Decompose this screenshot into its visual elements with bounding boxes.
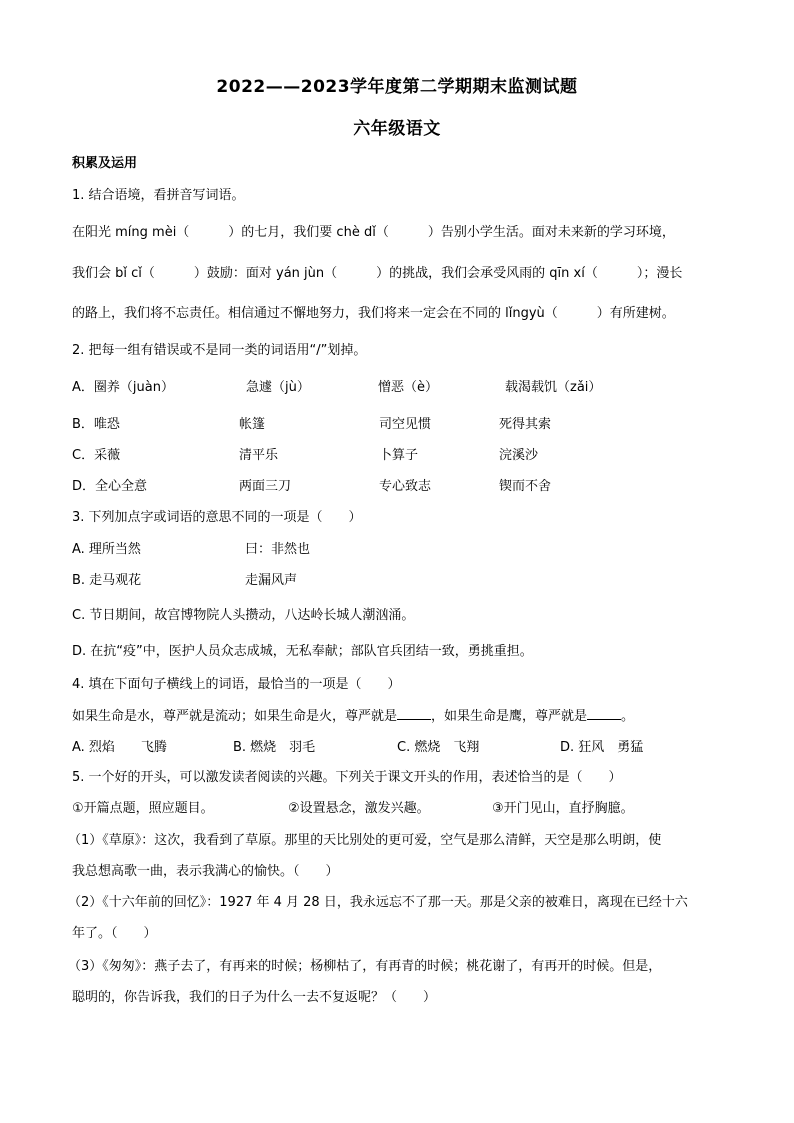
q2-c-2: 清平乐 xyxy=(239,448,279,463)
q3-a-2: 曰：非然也 xyxy=(245,542,311,557)
q4-blank-2 xyxy=(587,707,621,720)
q3-b-1: B. 走马观花 xyxy=(72,573,142,588)
exam-title: 2022——2023学年度第二学期期末监测试题 xyxy=(216,77,578,97)
q2-a-4: 载渴载饥（zǎi） xyxy=(505,380,602,395)
q4-option-d: D. 狂风 勇猛 xyxy=(560,740,644,755)
q4-sentence-c: 。 xyxy=(621,709,635,724)
q5-opt-3: ③开门见山，直抒胸臆。 xyxy=(492,801,634,816)
q3-a-1: A. 理所当然 xyxy=(72,542,141,557)
q2-d-4: 锲而不舍 xyxy=(499,479,552,494)
q2-b-3: 司空见惯 xyxy=(379,417,432,432)
q5-opt-2: ②设置悬念，激发兴趣。 xyxy=(288,801,430,816)
q1-stem: 1. 结合语境，看拼音写词语。 xyxy=(72,188,245,203)
section-heading: 积累及运用 xyxy=(72,156,138,171)
q4-sentence-b: ，如果生命是鹰，尊严就是 xyxy=(431,709,588,724)
q2-d-1: D．全心全意 xyxy=(72,479,148,494)
q4-blank-1 xyxy=(397,707,431,720)
q4-option-c: C. 燃烧 飞翔 xyxy=(397,740,480,755)
q3-b-2: 走漏风声 xyxy=(245,573,298,588)
q4-sentence-a: 如果生命是水，尊严就是流动；如果生命是火，尊严就是 xyxy=(72,709,398,724)
q2-d-3: 专心致志 xyxy=(379,479,432,494)
q2-stem: 2. 把每一组有错误或不是同一类的词语用“/”划掉。 xyxy=(72,343,367,358)
q4-stem: 4. 填在下面句子横线上的词语，最恰当的一项是（ ） xyxy=(72,677,401,692)
q5-item-3-line-1: （3）《匆匆》：燕子去了，有再来的时候；杨柳枯了，有再青的时候；桃花谢了，有再开的时候。但是， xyxy=(68,959,662,974)
q2-b-2: 帐篷 xyxy=(239,417,266,432)
q2-c-3: 卜算子 xyxy=(379,448,419,463)
q3-stem: 3. 下列加点字或词语的意思不同的一项是（ ） xyxy=(72,510,362,525)
q5-item-1-line-2: 我总想高歌一曲，表示我满心的愉快。（ ） xyxy=(72,864,339,879)
q1-line-1: 在阳光 míng mèi（ ）的七月，我们要 chè dǐ（ ）告别小学生活。面对未来新的学习环境， xyxy=(72,225,675,240)
q5-item-3-line-2: 聪明的，你告诉我，我们的日子为什么一去不复返呢？（ ） xyxy=(72,990,437,1005)
q2-b-4: 死得其索 xyxy=(499,417,552,432)
q5-item-2-line-1: （2）《十六年前的回忆》：1927 年 4 月 28 日，我永远忘不了那一天。那是父亲的被难日，离现在已经十六 xyxy=(68,895,688,910)
q2-b-1: B．唯恐 xyxy=(72,417,120,432)
q1-line-2: 我们会 bǐ cǐ（ ）鼓励：面对 yán jùn（ ）的挑战，我们会承受风雨的 qīn xí（ ）；漫长 xyxy=(72,266,683,281)
q3-option-d: D. 在抗“疫”中，医护人员众志成城，无私奉献；部队官兵团结一致，勇挑重担。 xyxy=(72,644,533,659)
q2-a-2: 急遽（jù） xyxy=(246,380,310,395)
q2-c-1: C．采薇 xyxy=(72,448,121,463)
q1-line-3: 的路上，我们将不忘责任。相信通过不懈地努力，我们将来一定会在不同的 lǐngyù（ ）有所建树。 xyxy=(72,306,675,321)
q4-option-b: B. 燃烧 羽毛 xyxy=(233,740,316,755)
q4-sentence xyxy=(72,705,634,724)
q5-item-2-line-2: 年了。（ ） xyxy=(72,926,157,941)
q2-d-2: 两面三刀 xyxy=(239,479,292,494)
exam-subtitle: 六年级语文 xyxy=(353,119,441,139)
q4-option-a: A. 烈焰 飞腾 xyxy=(72,740,167,755)
q5-opt-1: ①开篇点题，照应题目。 xyxy=(72,801,214,816)
q5-item-1-line-1: （1）《草原》：这次，我看到了草原。那里的天比别处的更可爱，空气是那么清鲜，天空是那么明朗，使 xyxy=(68,833,662,848)
q3-option-c: C. 节日期间，故宫博物院人头攒动，八达岭长城人潮汹涌。 xyxy=(72,608,415,623)
q5-stem: 5. 一个好的开头，可以激发读者阅读的兴趣。下列关于课文开头的作用，表述恰当的是（ ） xyxy=(72,770,622,785)
q2-c-4: 浣溪沙 xyxy=(499,448,539,463)
q2-a-3: 憎恶（è） xyxy=(378,380,438,395)
q2-a-1: A．圈养（juàn） xyxy=(72,380,174,395)
